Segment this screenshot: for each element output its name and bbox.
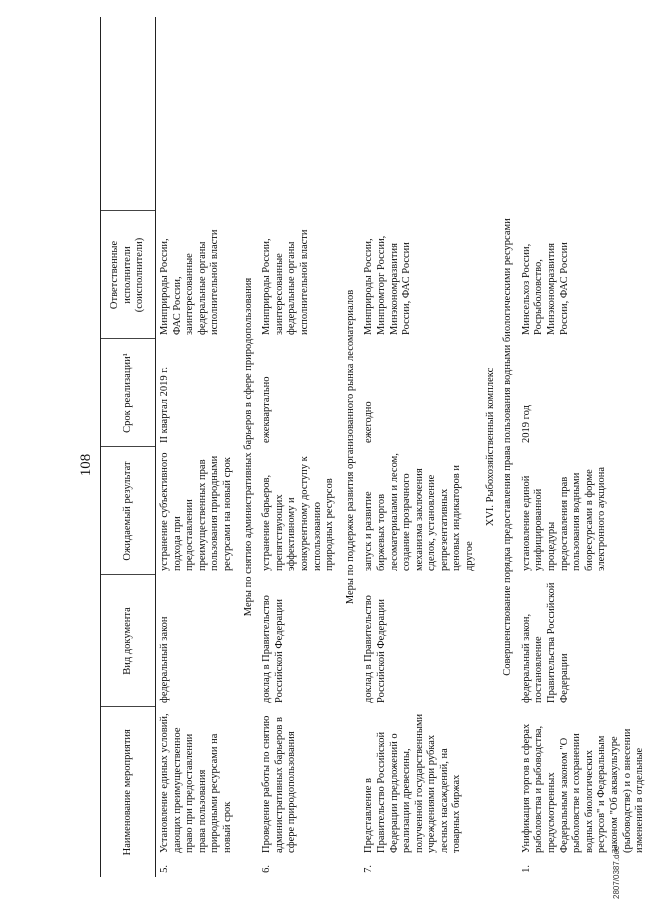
measure-name: Проведение работы по снятию административных барьеров в сфере природопользования: [261, 715, 298, 853]
deadline: II квартал 2019 г.: [159, 366, 170, 443]
row-number: 7.: [363, 865, 375, 873]
deadline: ежеквартально: [261, 376, 273, 443]
document-type: доклад в Правительство Российской Федерации: [261, 595, 285, 703]
col-header-name: Наименование мероприятия: [101, 707, 156, 877]
section-heading: Совершенствование порядка предоставления права пользования водными биологическими ресурсами: [502, 218, 514, 676]
row-number: 5.: [159, 865, 170, 873]
col-header-blank: [101, 17, 156, 211]
page-number: 108: [78, 453, 94, 477]
table-row: [518, 17, 653, 877]
expected-result: установление единой унифицированной процедуры предоставления прав пользования водными биоресурсами в форме электронного аукциона: [520, 466, 608, 571]
document-type: федеральный закон, постановление Правительства Российской Федерации: [520, 582, 570, 703]
row-number: 6.: [261, 865, 273, 873]
table-row: [360, 17, 482, 877]
executors: Минприроды России, Минпромторг России, Минэкономразвития России, ФАС России: [363, 235, 413, 335]
expected-result: запуск и развитие биржевых торгов лесоматериалами и лесом, создание прозрачного механизма заключения сделок, установление репрезентативных ценовых индикаторов и другое: [363, 453, 476, 571]
table-header-row: [101, 17, 156, 877]
table-row: [156, 17, 241, 877]
col-header-doc-type: Вид документа: [101, 575, 156, 707]
deadline: ежегодно: [363, 401, 375, 443]
section-heading: Меры по снятию административных барьеров в сфере природопользования: [242, 277, 254, 617]
expected-result: устранение барьеров, препятствующих эффективному и конкурентному доступу к использованию природных ресурсов: [261, 456, 336, 571]
section-heading: Меры по поддержке развития организованного рынка лесоматериалов: [344, 289, 356, 605]
section-heading-row: [483, 17, 501, 877]
section-heading: XVI. Рыбохозяйственный комплекс: [484, 367, 496, 527]
deadline: 2019 год: [520, 405, 532, 443]
col-header-deadline: Срок реализации¹: [101, 339, 156, 447]
table-row: [258, 17, 343, 877]
file-reference: 2807/0387.doc: [612, 846, 621, 899]
section-heading-row: [241, 17, 259, 877]
document-type: федеральный закон: [159, 616, 170, 703]
executors: Минприроды России, ФАС России, заинтересованные федеральные органы исполнительной власти: [159, 229, 221, 335]
expected-result: устранение субъективного подхода при предоставлении преимущественных прав пользования природными ресурсами на новый срок: [159, 452, 233, 571]
measures-table: [100, 17, 653, 877]
section-heading-row: [343, 17, 361, 877]
executors: Минприроды России, заинтересованные федеральные органы исполнительной власти: [261, 229, 310, 335]
document-type: доклад в Правительство Российской Федерации: [363, 595, 387, 703]
col-header-executors: Ответственные исполнители (соисполнители): [101, 211, 156, 339]
executors: Минсельхоз России, Росрыболовство, Минэкономразвития России, ФАС России: [520, 242, 570, 335]
section-heading-row: [500, 17, 518, 877]
measure-name: Унификация торгов в сферах рыболовства и рыбоводства, предусмотренных Федеральным законом "О рыболовстве и сохранении водных биологических ресурсов" и Федеральным законом "Об аквакультуре (рыбоводстве) и о внесении изменений в отдельные: [520, 723, 646, 853]
measure-name: Представление в Правительство Российской Федерации предложений о реализации древесины, полученной государственными учреждениями при рубках лесных насаждений, на товарных биржах: [363, 713, 463, 853]
col-header-result: Ожидаемый результат: [101, 447, 156, 575]
measure-name: Установление единых условий, дающих преимущественное право при предоставлении права пользования природными ресурсами на новый срок: [159, 713, 233, 853]
row-number: 1.: [520, 865, 532, 873]
